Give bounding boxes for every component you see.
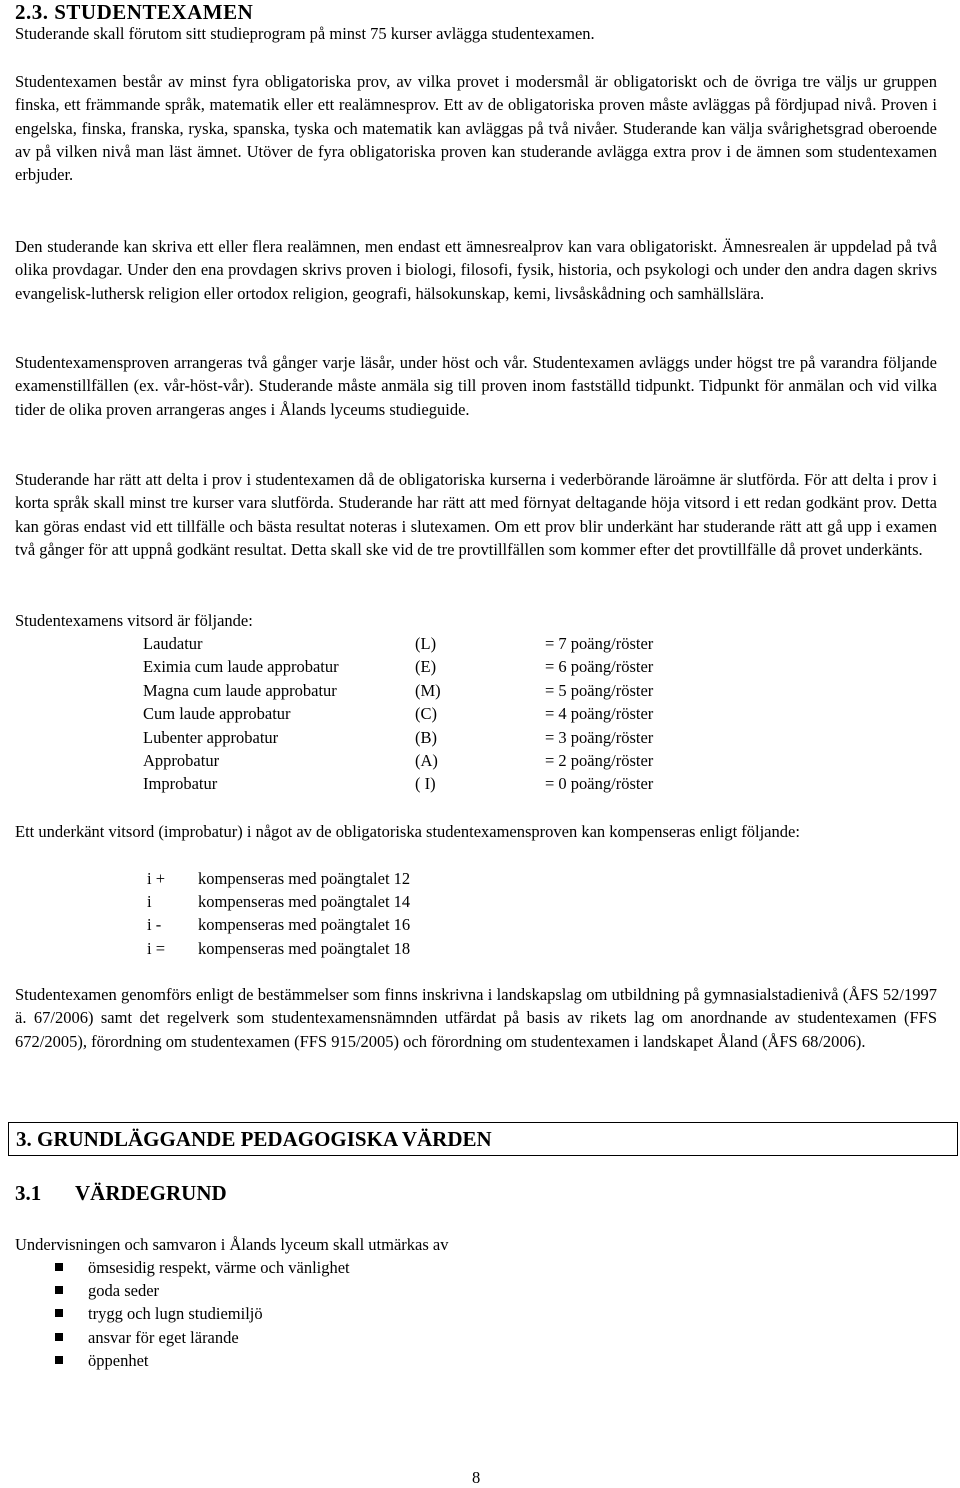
grade-points: = 7 poäng/röster (545, 634, 654, 653)
grade-points: = 4 poäng/röster (545, 704, 654, 723)
grade-code: (M) (415, 681, 441, 700)
values-intro: Undervisningen och samvaron i Ålands lyceum skall utmärkas av (15, 1235, 449, 1254)
page-number: 8 (472, 1468, 481, 1487)
bullet-square-icon (55, 1333, 63, 1341)
compensation-intro: Ett underkänt vitsord (improbatur) i något av de obligatoriska studentexamensproven kan kompenseras enligt följande: (15, 822, 800, 841)
document-page: 2.3. STUDENTEXAMEN Studerande skall förutom sitt studieprogram på minst 75 kurser avlägga studentexamen. Studentexamen består av minst fyra obligatoriska prov, av vilka provet i modersmål är obligatoriskt och de övriga tre väljs ur gruppen finska, ett främmande språk, matematik eller ett realämnesprov. Ett av de obligatoriska proven måste avläggas på fördjupad nivå. Proven i engelska, finska, franska, ryska, spanska, tyska och matematik kan avläggas på två nivåer. Studerande kan välja svårighetsgrad oberoende av på vilken nivå man läst ämnet. Utöver de fyra obligatoriska proven kan studerande avlägga extra prov i de ämnen som studentexamen erbjuder. Den studerande kan skriva ett eller flera realämnen, men endast ett ämnesrealprov kan vara obligatoriskt. Ämnesrealen är uppdelad på två olika provdagar. Under den ena provdagen skrivs proven i biologi, filosofi, fysik, historia, och psykologi och under den andra dagen skrivs evangelisk-luthersk religion eller ortodox religion, geografi, hälsokunskap, kemi, livsåskådning och samhällslära. Studentexamensproven arrangeras två gånger varje läsår, under höst och vår. Studentexamen avläggs under högst tre på varandra följande examenstillfällen (ex. vår-höst-vår). Studerande måste anmäla sig till proven inom fastställd tidpunkt. Tidpunkt för anmälan och vid vilka tider de olika proven arrangeras anges i Ålands lyceums studieguide. Studerande har rätt att delta i prov i studentexamen då de obligatoriska kurserna i vederbörande läroämne är slutförda. För att delta i prov i korta språk skall minst tre kurser vara slutförda. Studerande har rätt att med förnyat deltagande höja vitsord i ett redan godkänt prov. Detta kan göras endast vid ett tillfälle och bästa resultat noteras i slutexamen. Om ett prov blir underkänt har studerande rätt att gå upp i examen två gånger för att uppnå godkänt resultat. Detta skall ske vid de tre provtillfällen som kommer efter det provtillfälle då provet underkänts. Studentexamens vitsord är följande: Laudatur (L) = 7 poäng/röster Eximia cum laude approbatur (E) = 6 poäng/röster Magna cum laude approbatur (M) = 5 poäng/röster Cum laude approbatur (C) = 4 poäng/röster Lubenter approbatur (B) = 3 poäng/röster Approbatur (A) = 2 poäng/röster Improbatur ( I) = 0 poäng/röster Ett underkänt vitsord (improbatur) i något av de obligatoriska studentexamensproven kan kompenseras enligt följande: i + kompenseras med poängtalet 12 i kompenseras med poängtalet 14 i - kompenseras med poängtalet 16 i = kompenseras med poängtalet 18 Studentexamen genomförs enligt de bestämmelser som finns inskrivna i landskapslag om utbildning på gymnasialstadienivå (ÅFS 52/1997 ä. 67/2006) samt det regelverk som studentexamensnämnden utfärdat på basis av rikets lag om anordnande av studentexamen (FFS 672/2005), förordning om studentexamen (FFS 915/2005) och förordning om studentexamen i landskapet Åland (ÅFS 68/2006). 3. GRUNDLÄGGANDE PEDAGOGISKA VÄRDEN 3.1 VÄRDEGRUND Undervisningen och samvaron i Ålands lyceum skall utmärkas av ömsesidig respekt, värme och vänlighet goda seder trygg och lugn studiemiljö ansvar för eget lärande öppenhet 8 (0, 0, 960, 1487)
compensation-symbol: i = (147, 939, 166, 958)
chapter-heading-box (8, 1122, 958, 1156)
section-intro: Studerande skall förutom sitt studieprogram på minst 75 kurser avlägga studentexamen. (15, 24, 595, 43)
subsection-title: VÄRDEGRUND (75, 1181, 227, 1205)
grade-code: (B) (415, 728, 437, 747)
paragraph-participation: Studerande har rätt att delta i prov i studentexamen då de obligatoriska kurserna i vederbörande läroämne är slutförda. För att delta i prov i korta språk skall minst tre kurser vara slutförda. Studerande har rätt att med förnyat deltagande höja vitsord i ett redan godkänt prov. Detta kan göras endast vid ett tillfälle och bästa resultat noteras i slutexamen. Om ett prov blir underkänt har studerande rätt att gå upp i examen två gånger för att uppnå godkänt resultat. Detta skall ske vid de tre provtillfällen som kommer efter det provtillfälle då provet underkänts. (15, 470, 937, 559)
grade-name: Cum laude approbatur (143, 704, 291, 723)
compensation-symbol: i + (147, 869, 166, 888)
grade-points: = 5 poäng/röster (545, 681, 654, 700)
compensation-text: kompenseras med poängtalet 12 (198, 869, 411, 888)
subsection-heading (15, 1181, 227, 1206)
bullet-square-icon (55, 1263, 63, 1271)
grade-code: (A) (415, 751, 438, 770)
grade-code: (E) (415, 657, 437, 676)
compensation-text: kompenseras med poängtalet 18 (198, 939, 411, 958)
grade-code: ( I) (415, 774, 436, 793)
section-heading: 2.3. STUDENTEXAMEN (15, 0, 254, 24)
chapter-heading: 3. GRUNDLÄGGANDE PEDAGOGISKA VÄRDEN (16, 1127, 492, 1151)
paragraph-exam-schedule: Studentexamensproven arrangeras två gånger varje läsår, under höst och vår. Studentexamen avläggs under högst tre på varandra följande examenstillfällen (ex. vår-höst-vår). Studerande måste anmäla sig till proven inom fastställd tidpunkt. Tidpunkt för anmälan och vid vilka tider de olika proven arrangeras anges i Ålands lyceums studieguide. (15, 353, 937, 419)
compensation-text: kompenseras med poängtalet 16 (198, 915, 411, 934)
grade-name: Eximia cum laude approbatur (143, 657, 339, 676)
bullet-square-icon (55, 1286, 63, 1294)
grade-points: = 3 poäng/röster (545, 728, 654, 747)
grade-name: Magna cum laude approbatur (143, 681, 337, 700)
grade-code: (L) (415, 634, 437, 653)
paragraph-regulations: Studentexamen genomförs enligt de bestämmelser som finns inskrivna i landskapslag om utbildning på gymnasialstadienivå (ÅFS 52/1997 ä. 67/2006) samt det regelverk som studentexamensnämnden utfärdat på basis av rikets lag om anordnande av studentexamen (FFS 672/2005), förordning om studentexamen (FFS 915/2005) och förordning om studentexamen i landskapet Åland (ÅFS 68/2006). (15, 985, 937, 1051)
grade-points: = 2 poäng/röster (545, 751, 654, 770)
paragraph-real-subjects: Den studerande kan skriva ett eller flera realämnen, men endast ett ämnesrealprov kan vara obligatoriskt. Ämnesrealen är uppdelad på två olika provdagar. Under den ena provdagen skrivs proven i biologi, filosofi, fysik, historia, och psykologi och under den andra dagen skrivs evangelisk-luthersk religion eller ortodox religion, geografi, hälsokunskap, kemi, livsåskådning och samhällslära. (15, 237, 937, 303)
grade-code: (C) (415, 704, 437, 723)
bullet-square-icon (55, 1309, 63, 1317)
grade-name: Laudatur (143, 634, 203, 653)
bullet-square-icon (55, 1356, 63, 1364)
paragraph-exam-structure: Studentexamen består av minst fyra obligatoriska prov, av vilka provet i modersmål är obligatoriskt och de övriga tre väljs ur gruppen finska, ett främmande språk, matematik eller ett realämnesprov. Ett av de obligatoriska proven måste avläggas på fördjupad nivå. Proven i engelska, finska, franska, ryska, spanska, tyska och matematik kan avläggas på två nivåer. Studerande kan välja svårighetsgrad oberoende av på vilken nivå man läst ämnet. Utöver de fyra obligatoriska proven kan studerande avlägga extra prov i de ämnen som studentexamen erbjuder. (15, 72, 937, 185)
compensation-symbol: i - (147, 915, 162, 934)
compensation-text: kompenseras med poängtalet 14 (198, 892, 411, 911)
subsection-number: 3.1 (15, 1181, 42, 1205)
grade-points: = 6 poäng/röster (545, 657, 654, 676)
grades-intro: Studentexamens vitsord är följande: (15, 611, 253, 630)
grade-name: Improbatur (143, 774, 218, 793)
compensation-symbol: i (147, 892, 152, 911)
grade-name: Lubenter approbatur (143, 728, 279, 747)
grade-points: = 0 poäng/röster (545, 774, 654, 793)
grade-name: Approbatur (143, 751, 220, 770)
